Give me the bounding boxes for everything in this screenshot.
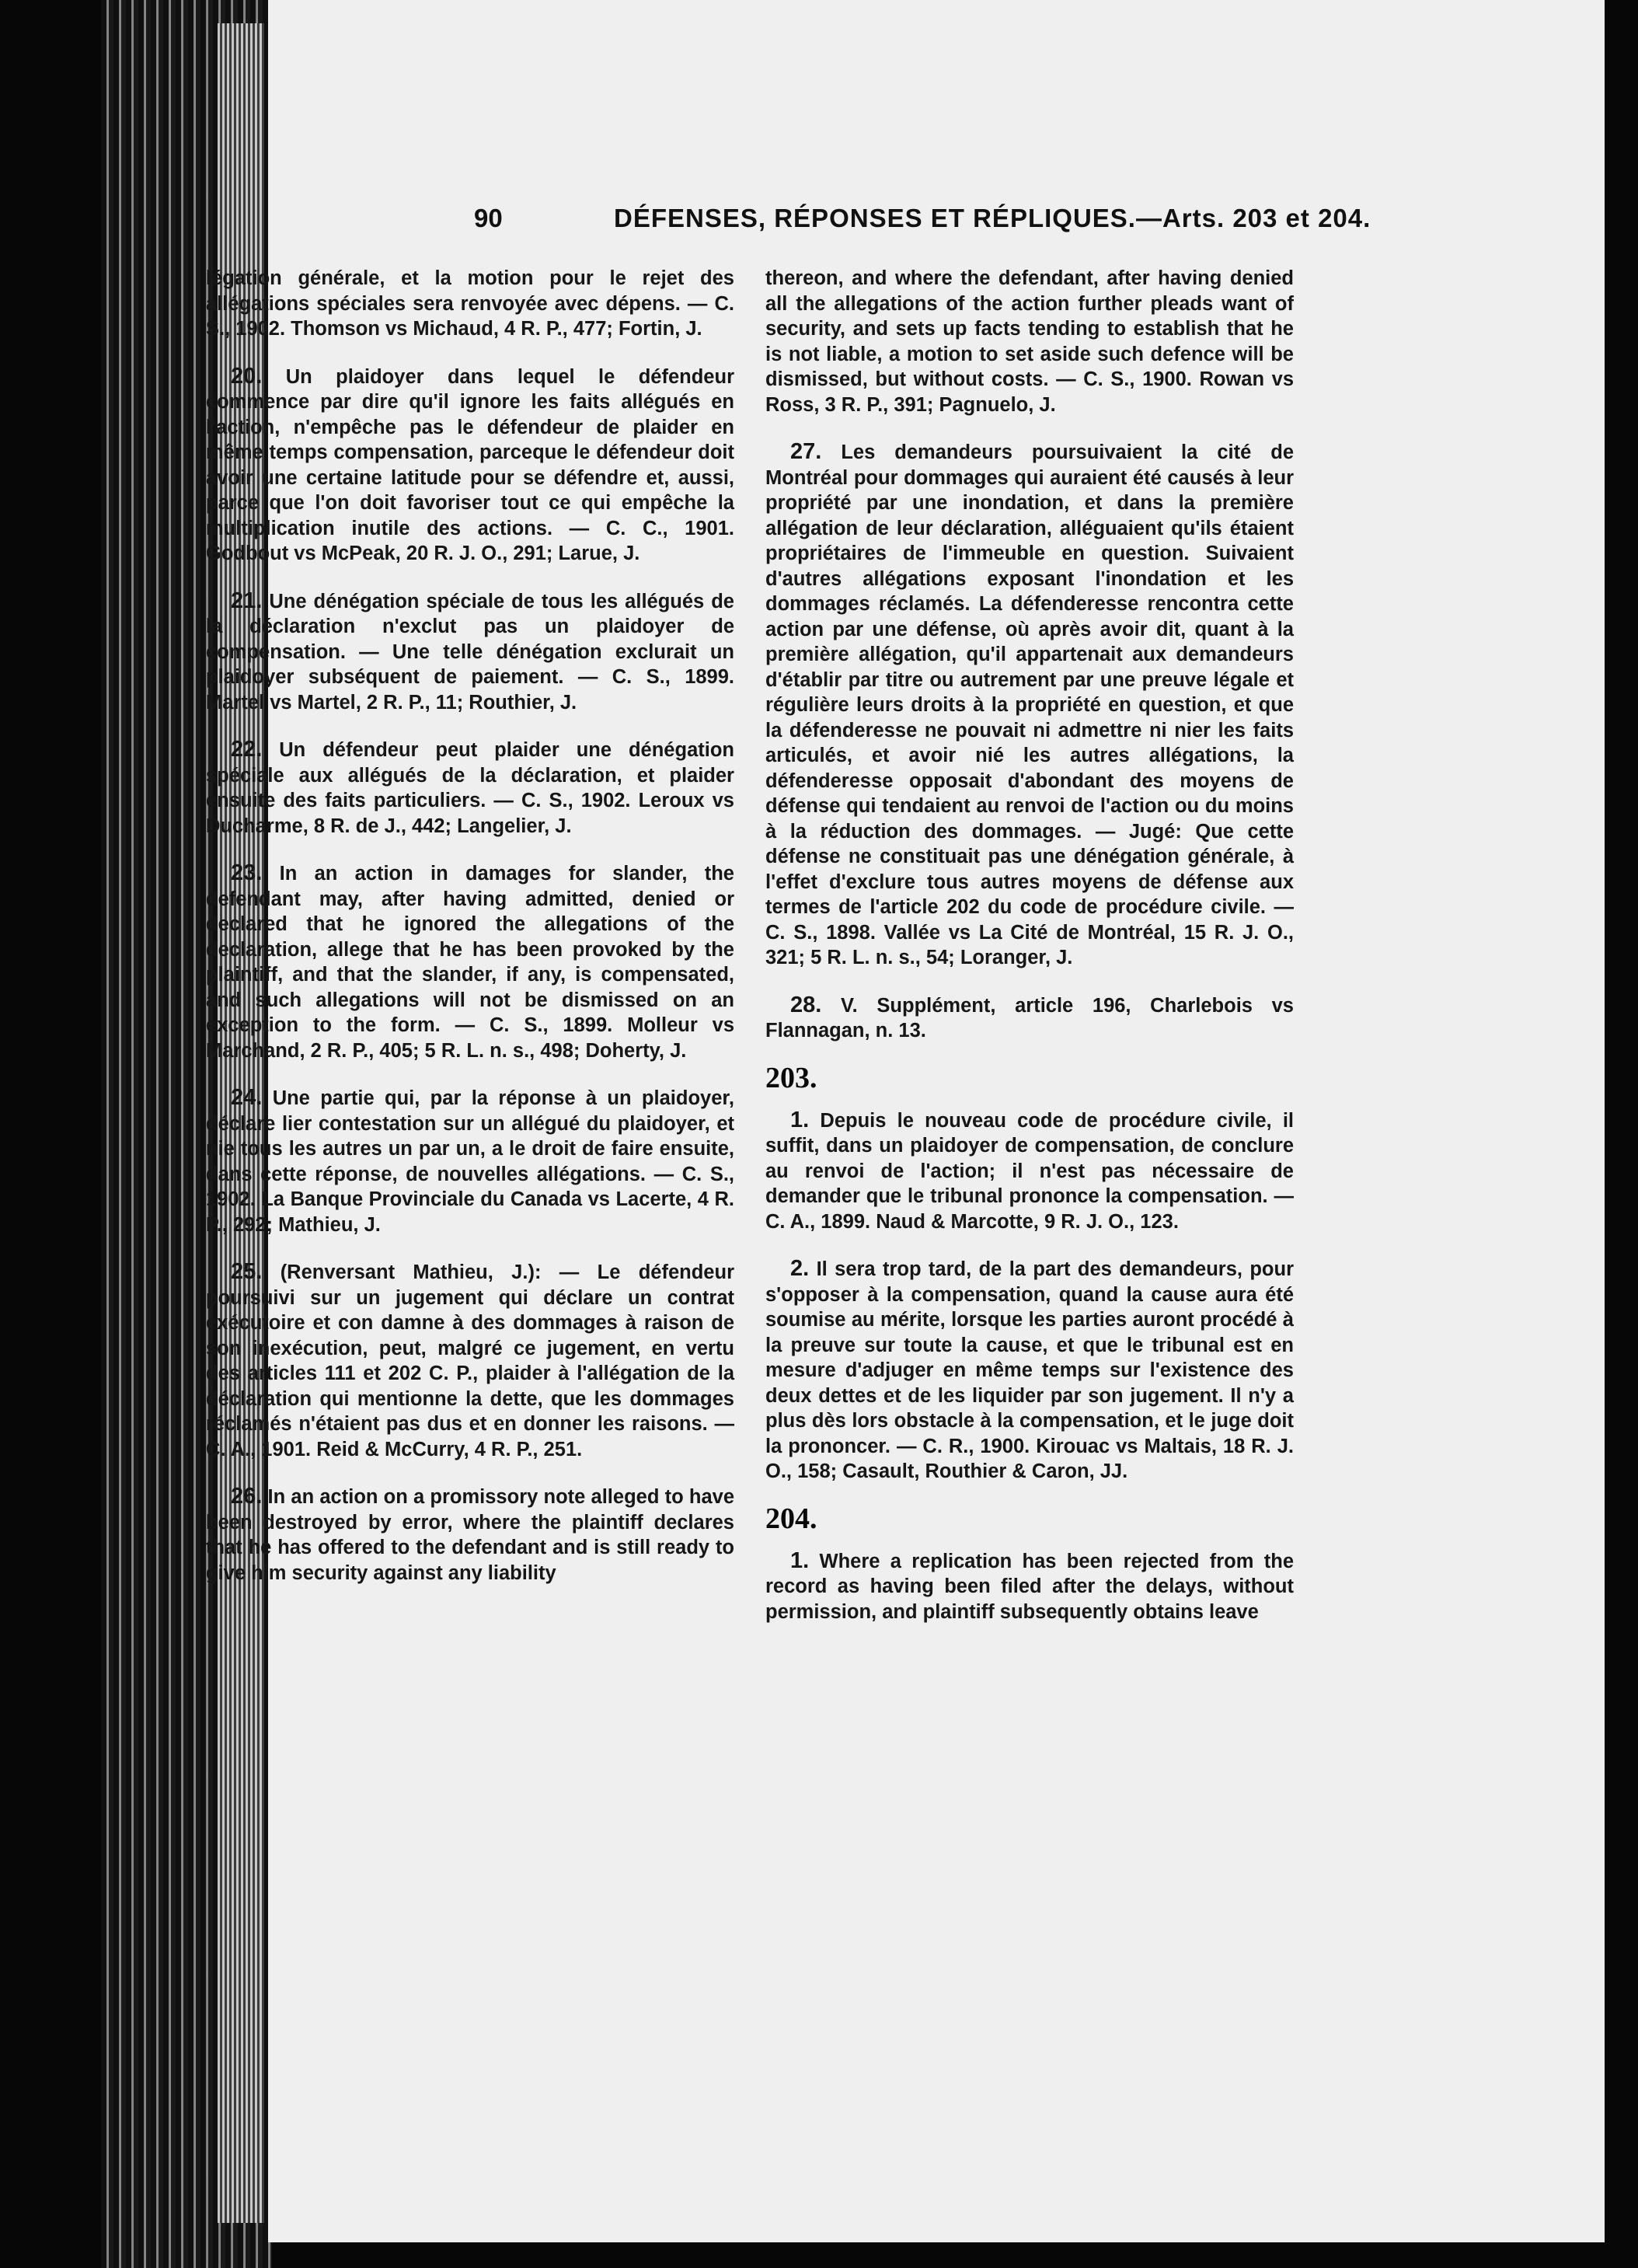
- note-text: Un plaidoyer dans lequel le défendeur commence par dire qu'il ignore les faits allégués en l'action, n'empêche pas le défendeur de plaider en même temps compensation, parceque le défendeur doit avoir une certaine latitude pour se défendre et, aussi, parce que l'on doit favoriser tout ce qui empêche la multiplication inutile des actions. — C. C., 1901. Godbout vs McPeak, 20 R. J. O., 291; Larue, J.: [206, 365, 734, 564]
- note-paragraph: [206, 266, 734, 342]
- note-number: 1.: [790, 1547, 810, 1573]
- note-paragraph: [765, 266, 1294, 417]
- note-number: 24.: [231, 1085, 263, 1110]
- note-paragraph: [206, 860, 734, 1063]
- note-number: 22.: [231, 737, 263, 762]
- page-number: 90: [474, 204, 503, 232]
- article-heading: 203.: [765, 1061, 817, 1094]
- note-paragraph: [765, 1256, 1294, 1485]
- note-paragraph: [765, 439, 1294, 971]
- running-title: DÉFENSES, RÉPONSES ET RÉPLIQUES.—Arts. 203 et 204.: [614, 204, 1371, 232]
- article-heading: 204.: [765, 1502, 817, 1535]
- note-number: 25.: [231, 1259, 263, 1284]
- left-column: [206, 266, 734, 1607]
- note-paragraph: [206, 1484, 734, 1586]
- note-text: Where a replication has been rejected from the record as having been filed after the delays, without permission, and plaintiff subsequently obtains leave: [765, 1550, 1294, 1623]
- note-number: 21.: [231, 588, 263, 613]
- note-paragraph: [206, 364, 734, 567]
- note-text: (Renversant Mathieu, J.): — Le défendeur poursuivi sur un jugement qui déclare un contrat exécutoire et con damne à des dommages à raison de son inexécution, peut, malgré ce jugement, en vertu des articles 111 et 202 C. P., plaider à l'allégation de la déclaration qui mentionne la dette, que les dommages réclamés n'étaient pas dus et en donner les raisons. — C. A., 1901. Reid & McCurry, 4 R. P., 251.: [206, 1261, 734, 1460]
- note-number: 2.: [790, 1256, 810, 1281]
- note-number: 28.: [790, 992, 822, 1017]
- note-text: Un défendeur peut plaider une dénégation spéciale aux allégués de la déclaration, et plaider ensuite des faits particuliers. — C. S., 1902. Leroux vs Ducharme, 8 R. de J., 442; Langelier, J.: [206, 739, 734, 837]
- right-column: [765, 266, 1294, 1646]
- note-paragraph: [206, 588, 734, 716]
- page-header: [474, 204, 1638, 243]
- note-paragraph: [206, 1085, 734, 1237]
- note-number: 26.: [231, 1484, 263, 1509]
- note-text: Une partie qui, par la réponse à un plaidoyer, déclare lier contestation sur un allégué du plaidoyer, et nie tous les autres un par un, a le droit de faire ensuite, dans cette réponse, de nouvelles allégations. — C. S., 1902. La Banque Provinciale du Canada vs Lacerte, 4 R. P., 292; Mathieu, J.: [206, 1087, 734, 1236]
- note-number: 20.: [231, 363, 263, 389]
- note-paragraph: [206, 737, 734, 839]
- note-text: In an action in damages for slander, the defendant may, after having admitted, denied or declared that he ignored the allegations of the declaration, allege that he has been provoked by the plaintiff, and that the slander, if any, is compensated, and such allegations will not be dismissed on an exception to the form. — C. S., 1899. Molleur vs Marchand, 2 R. P., 405; 5 R. L. n. s., 498; Doherty, J.: [206, 863, 734, 1062]
- note-number: 23.: [231, 860, 263, 885]
- note-text: thereon, and where the defendant, after having denied all the allegations of the action further pleads want of security, and sets up facts tending to establish that he is not liable, a motion to set aside such defence will be dismissed, but without costs. — C. S., 1900. Rowan vs Ross, 3 R. P., 391; Pagnuelo, J.: [765, 267, 1294, 416]
- note-number: 1.: [790, 1107, 810, 1132]
- note-text: Une dénégation spéciale de tous les allégués de la déclaration n'exclut pas un plaidoyer de compensation. — Une telle dénégation exclurait un plaidoyer subséquent de paiement. — C. S., 1899. Martel vs Martel, 2 R. P., 11; Routhier, J.: [206, 590, 734, 714]
- note-text: Depuis le nouveau code de procédure civile, il suffit, dans un plaidoyer de compensation, de conclure au renvoi de l'action; il n'est pas nécessaire de demander que le tribunal prononce la compensation. — C. A., 1899. Naud & Marcotte, 9 R. J. O., 123.: [765, 1109, 1294, 1233]
- note-paragraph: [765, 1108, 1294, 1235]
- note-paragraph: [206, 1259, 734, 1462]
- note-text: légation générale, et la motion pour le rejet des allégations spéciales sera renvoyée avec dépens. — C. S., 1902. Thomson vs Michaud, 4 R. P., 477; Fortin, J.: [206, 267, 734, 340]
- note-text: In an action on a promissory note alleged to have been destroyed by error, where the plaintiff declares that he has offered to the defendant and is still ready to give him security against any liability: [206, 1486, 735, 1584]
- note-text: Il sera trop tard, de la part des demandeurs, pour s'opposer à la compensation, quand la cause aura été soumise au mérite, lorsque les parties auront procédé à la preuve sur toute la cause, et que le tribunal est en mesure d'adjuger en même temps sur l'existence des deux dettes et de les liquider par son jugement. Il n'y a plus dès lors obstacle à la compensation, et le juge doit la prononcer. — C. R., 1900. Kirouac vs Maltais, 18 R. J. O., 158; Casault, Routhier & Caron, JJ.: [765, 1258, 1294, 1482]
- note-paragraph: [765, 993, 1294, 1044]
- note-number: 27.: [790, 439, 822, 464]
- note-text: Les demandeurs poursuivaient la cité de Montréal pour dommages qui auraient été causés à leur propriété par une inondation, et dans la première allégation de leur déclaration, alléguaient qu'ils étaient propriétaires de l'immeuble en question. Suivaient d'autres allégations exposant l'inondation et les dommages réclamés. La défenderesse rencontra cette action par une défense, où après avoir dit, quant à la première allégation, qu'il appartenait aux demandeurs d'établir par titre ou autrement par une preuve légale et régulière leurs droits à la propriété en question, et que la défenderesse ne pouvait ni admettre ni nier les faits articulés, et avoir nié les autres allégations, la défenderesse opposait d'abondant des moyens de défense qui tendaient au renvoi de l'action ou du moins à la réduction des dommages. — Jugé: Que cette défense ne constituait pas une dénégation générale, à l'effet d'exclure tous autres moyens de défense aux termes de l'article 202 du code de procédure civile. — C. S., 1898. Vallée vs La Cité de Montréal, 15 R. J. O., 321; 5 R. L. n. s., 54; Loranger, J.: [765, 441, 1294, 968]
- note-paragraph: [765, 1548, 1294, 1625]
- note-text: V. Supplément, article 196, Charlebois vs Flannagan, n. 13.: [765, 994, 1294, 1042]
